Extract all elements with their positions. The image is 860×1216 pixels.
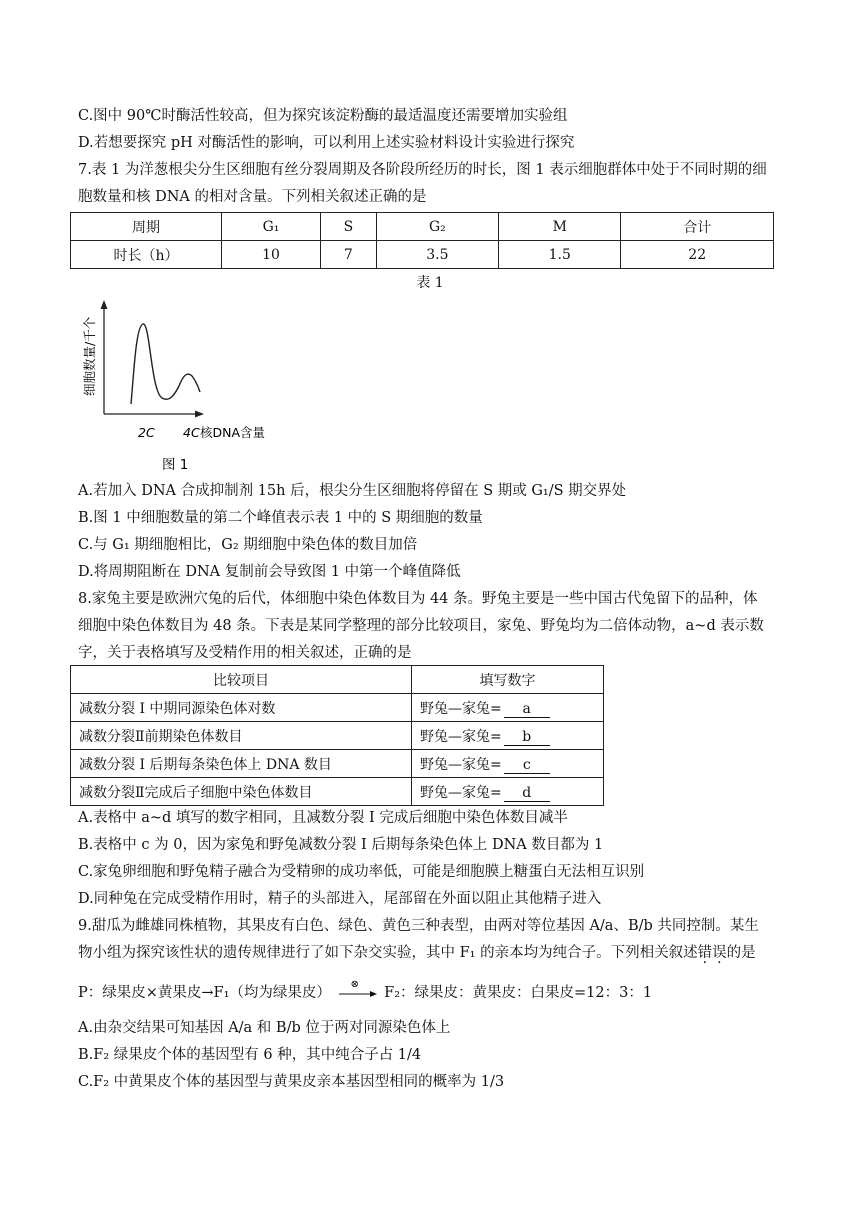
- selfing-arrow: [338, 979, 378, 1000]
- fill-blank: b: [504, 730, 550, 746]
- emphasis-char: 错: [697, 945, 713, 961]
- question-8-stem-3: 字，关于表格填写及受精作用的相关叙述，正确的是: [78, 645, 412, 661]
- figure-1-caption: 图 1: [162, 457, 189, 473]
- table-1-cell: 10: [222, 241, 321, 269]
- comparison-prefix: 野兔—家兔=: [420, 784, 502, 801]
- figure-1-y-arrow: [101, 300, 108, 309]
- table-1-cell: 1.5: [499, 241, 621, 269]
- table-1-header-cell: 合计: [621, 213, 774, 241]
- comparison-prefix: 野兔—家兔=: [420, 700, 502, 717]
- comparison-header-item: 比较项目: [71, 666, 412, 694]
- q8-option-b: B.表格中 c 为 0，因为家兔和野兔减数分裂 I 后期每条染色体上 DNA 数目都为 1: [78, 837, 604, 853]
- comparison-item: 减数分裂Ⅱ完成后子细胞中染色体数目: [71, 778, 412, 806]
- figure-1-curve: [131, 324, 200, 404]
- fill-blank: a: [504, 702, 550, 718]
- figure-1-tick-4c: 4C: [183, 425, 200, 440]
- line-q6-c: C.图中 90℃时酶活性较高，但为探究该淀粉酶的最适温度还需要增加实验组: [78, 108, 568, 124]
- table-1-header-row: [71, 213, 774, 241]
- figure-1-ylabel: 细胞数量/千个: [82, 316, 97, 396]
- comparison-table-row: [71, 778, 604, 806]
- line-q6-d: D.若想要探究 pH 对酶活性的影响，可以利用上述实验材料设计实验进行探究: [78, 135, 575, 151]
- q9-option-a: A.由杂交结果可知基因 A/a 和 B/b 位于两对同源染色体上: [78, 1020, 451, 1036]
- question-9-stem-2: [78, 943, 756, 963]
- selfing-symbol: ⊗: [350, 979, 359, 990]
- comparison-header-value: 填写数字: [412, 666, 604, 694]
- table-1-header-cell: M: [499, 213, 621, 241]
- q9-option-b: B.F₂ 绿果皮个体的基因型有 6 种，其中纯合子占 1/4: [78, 1047, 422, 1063]
- question-9-stem-1: 9.甜瓜为雌雄同株植物，其果皮有白色、绿色、黄色三种表型，由两对等位基因 A/a、B/b 共同控制。某生: [78, 918, 759, 934]
- question-7-stem-2: 胞数量和核 DNA 的相对含量。下列相关叙述正确的是: [78, 189, 427, 205]
- question-7-stem-1: 7.表 1 为洋葱根尖分生区细胞有丝分裂周期及各阶段所经历的时长，图 1 表示细胞群体中处于不同时期的细: [78, 162, 767, 178]
- table-1-header-cell: G₁: [222, 213, 321, 241]
- table-1-caption: 表 1: [416, 275, 444, 291]
- figure-1-x-arrow: [195, 411, 204, 418]
- q9-option-c: C.F₂ 中黄果皮个体的基因型与黄果皮亲本基因型相同的概率为 1/3: [78, 1074, 505, 1090]
- comparison-table-row: [71, 694, 604, 722]
- emphasis-char: 误: [712, 945, 727, 961]
- question-8-stem-2: 细胞中染色体数目为 48 条。下表是某同学整理的部分比较项目，家兔、野兔均为二倍体动物，a~d 表示数: [78, 618, 764, 634]
- q8-option-a: A.表格中 a~d 填写的数字相同，且减数分裂 I 完成后细胞中染色体数目减半: [78, 810, 568, 826]
- comparison-item: 减数分裂 I 中期同源染色体对数: [71, 694, 412, 722]
- table-1: [70, 212, 774, 269]
- comparison-value: [412, 750, 604, 778]
- comparison-table-header: [71, 666, 604, 694]
- comparison-item: 减数分裂Ⅱ前期染色体数目: [71, 722, 412, 750]
- q9-stem-text: 物小组为探究该性状的遗传规律进行了如下杂交实验，其中 F₁ 的亲本均为纯合子。下列相关叙述: [78, 945, 698, 961]
- q8-option-c: C.家兔卵细胞和野兔精子融合为受精卵的成功率低，可能是细胞膜上糖蛋白无法相互识别: [78, 864, 645, 880]
- table-1-cell: 7: [321, 241, 377, 269]
- arrow-icon: [338, 986, 378, 1000]
- fill-blank: c: [504, 758, 550, 774]
- comparison-item: 减数分裂 I 后期每条染色体上 DNA 数目: [71, 750, 412, 778]
- comparison-table: [70, 665, 604, 806]
- cross-parents: P：绿果皮×黄果皮→F₁（均为绿果皮）: [78, 985, 331, 1001]
- table-1-data-row: [71, 241, 774, 269]
- q8-option-d: D.同种兔在完成受精作用时，精子的头部进入，尾部留在外面以阻止其他精子进入: [78, 891, 602, 907]
- comparison-value: [412, 722, 604, 750]
- table-1-header-cell: G₂: [376, 213, 498, 241]
- q7-option-d: D.将周期阻断在 DNA 复制前会导致图 1 中第一个峰值降低: [78, 564, 461, 580]
- comparison-prefix: 野兔—家兔=: [420, 756, 502, 773]
- table-1-cell: 时长（h）: [71, 241, 222, 269]
- cross-diagram: [78, 979, 653, 1003]
- table-1-header-cell: 周期: [71, 213, 222, 241]
- fill-blank: d: [504, 786, 550, 802]
- comparison-value: [412, 778, 604, 806]
- table-1-cell: 3.5: [376, 241, 498, 269]
- cross-f2-ratio: F₂：绿果皮：黄果皮：白果皮=12：3：1: [384, 985, 653, 1001]
- figure-1: [74, 296, 284, 476]
- comparison-table-row: [71, 722, 604, 750]
- q7-option-b: B.图 1 中细胞数量的第二个峰值表示表 1 中的 S 期细胞的数量: [78, 510, 483, 526]
- comparison-value: [412, 694, 604, 722]
- q7-option-c: C.与 G₁ 期细胞相比，G₂ 期细胞中染色体的数目加倍: [78, 537, 418, 553]
- table-1-cell: 22: [621, 241, 774, 269]
- question-8-stem-1: 8.家兔主要是欧洲穴兔的后代，体细胞中染色体数目为 44 条。野兔主要是一些中国古代兔留下的品种，体: [78, 591, 758, 607]
- figure-1-xlabel: 核DNA含量: [200, 425, 266, 440]
- table-1-header-cell: S: [321, 213, 377, 241]
- q7-option-a: A.若加入 DNA 合成抑制剂 15h 后，根尖分生区细胞将停留在 S 期或 G₁/S 期交界处: [78, 483, 627, 499]
- comparison-table-row: [71, 750, 604, 778]
- comparison-prefix: 野兔—家兔=: [420, 728, 502, 745]
- figure-1-tick-2c: 2C: [138, 425, 155, 440]
- q9-stem-text-end: 的是: [726, 945, 756, 961]
